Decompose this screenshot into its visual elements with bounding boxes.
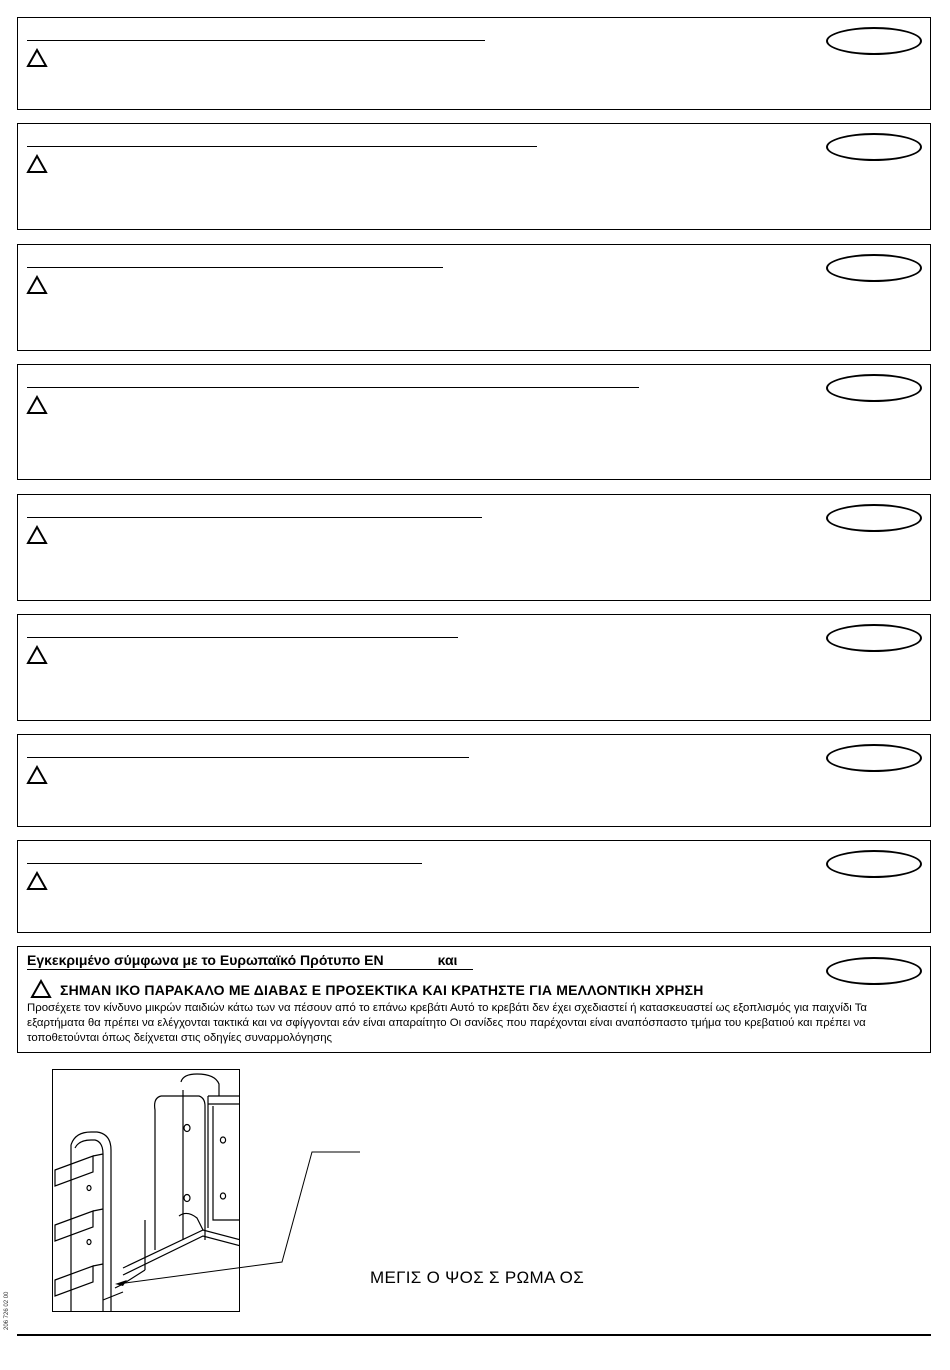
warning-box-2 [17,123,931,230]
bottom-rule [17,1334,931,1336]
warning-triangle-icon [26,395,48,415]
heading-rule [27,517,482,518]
heading-rule [27,267,443,268]
warning-triangle-icon [30,979,52,999]
heading-rule [27,387,639,388]
language-oval-icon [826,957,922,985]
warning-triangle-icon [26,765,48,785]
language-oval-icon [826,744,922,772]
approval-text: Εγκεκριμένο σύμφωνα με το Ευρωπαϊκό Πρότυπο ΕΝ [27,952,384,968]
bed-corner-illustration [52,1069,240,1312]
heading-rule [27,637,458,638]
language-oval-icon [826,850,922,878]
warning-triangle-icon [26,525,48,545]
max-mattress-height-label: ΜΕΓΙΣ Ο ΨΟΣ Σ ΡΩΜΑ ΟΣ [370,1268,585,1287]
language-oval-icon [826,624,922,652]
warning-box-7 [17,734,931,827]
warning-box-4 [17,364,931,480]
warning-box-5 [17,494,931,601]
heading-rule [27,40,485,41]
heading-rule [27,146,537,147]
warning-triangle-icon [26,48,48,68]
language-oval-icon [826,133,922,161]
heading-rule [27,757,469,758]
language-oval-icon [826,374,922,402]
language-oval-icon [826,504,922,532]
warning-box-6 [17,614,931,721]
language-oval-icon [826,254,922,282]
language-oval-icon [826,27,922,55]
warning-triangle-icon [26,645,48,665]
notice-body: Προσέχετε τον κίνδυνο μικρών παιδιών κάτω των να πέσουν από το επάνω κρεβάτι Αυτό το κρεβάτι δεν έχει σχεδιαστεί ή κατασκευαστεί ως εξοπλισμός για παιχνίδι Τα εξαρτήματα θα πρέπει να ελέγχονται τακτικά και να σφίγγονται εάν είναι απαραίτητο Οι σανίδες που παρέχονται είναι αναπόσπαστο τμήμα του κρεβατιού και πρέπει να τοποθετούνται όπως δείχνεται στις οδηγίες συναρμολόγησης [27,1002,868,1044]
warning-box-1 [17,17,931,110]
warning-box-8 [17,840,931,933]
warning-triangle-icon [26,871,48,891]
important-title: ΣΗΜΑΝ ΙΚΟ ΠΑΡΑΚΑΛΟ ΜΕ ΔΙΑΒΑΣ Ε ΠΡΟΣΕΚΤΙΚΑ ΚΑΙ ΚΡΑΤΗΣΤΕ ΓΙΑ ΜΕΛΛΟΝΤΙΚΗ ΧΡΗΣΗ [60,982,704,998]
approval-and: και [437,952,458,968]
approval-line [27,952,473,970]
safety-notice-box [17,946,931,1053]
warning-triangle-icon [26,154,48,174]
heading-rule [27,863,422,864]
document-code: 206 726 02 00 [4,1291,10,1330]
warning-triangle-icon [26,275,48,295]
warning-box-3 [17,244,931,351]
